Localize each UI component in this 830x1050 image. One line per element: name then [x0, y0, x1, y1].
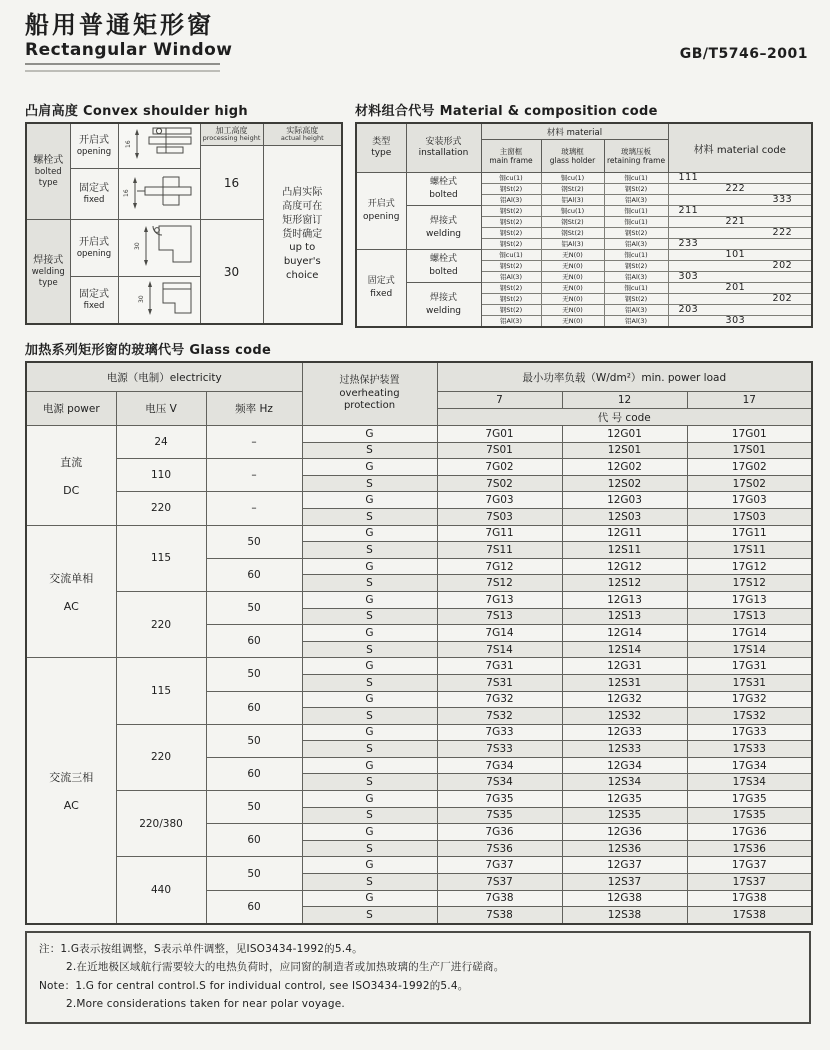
glass-code-cell: 7G37: [437, 857, 562, 874]
glass-code-cell: 17G34: [687, 757, 812, 774]
glass-holder-cell: 无N(0): [541, 283, 604, 294]
glass-code-title: 加热系列矩形窗的玻璃代号 Glass code: [25, 343, 272, 358]
control-mode-cell: S: [302, 708, 437, 725]
retaining-frame-cell: 钢St(2): [604, 294, 668, 305]
frequency-cell: 50: [206, 857, 302, 890]
glass-code-cell: 17G35: [687, 791, 812, 808]
control-mode-cell: S: [302, 774, 437, 791]
glass-code-cell: 7S12: [437, 575, 562, 592]
control-mode-cell: S: [302, 674, 437, 691]
glass-code-table: [25, 361, 813, 925]
load-col-7: 7: [437, 392, 562, 409]
material-code-cell: 303: [668, 272, 812, 283]
page-title-zh: 船用普通矩形窗: [25, 11, 214, 39]
control-mode-cell: G: [302, 625, 437, 642]
frequency-cell: 60: [206, 558, 302, 591]
glass-code-cell: 12G35: [562, 791, 687, 808]
load-col-12: 12: [562, 392, 687, 409]
power-group-cell: 直流 DC: [26, 426, 116, 526]
material-code-cell: 233: [668, 239, 812, 250]
glass-code-cell: 7S35: [437, 807, 562, 824]
min-power-load-header: 最小功率负载（W/dm²）min. power load: [437, 362, 812, 392]
notes-box: [25, 931, 811, 1025]
glass-code-cell: 12G14: [562, 625, 687, 642]
frequency-header: 频率 Hz: [206, 392, 302, 426]
glass-code-cell: 7G34: [437, 757, 562, 774]
control-mode-cell: G: [302, 857, 437, 874]
voltage-cell: 115: [116, 525, 206, 591]
glass-code-cell: 17S36: [687, 840, 812, 857]
voltage-cell: 440: [116, 857, 206, 924]
glass-code-cell: 17S12: [687, 575, 812, 592]
shoulder-group-welding: 焊接式 welding type: [26, 220, 70, 325]
glass-code-cell: 17G38: [687, 890, 812, 907]
voltage-cell: 24: [116, 426, 206, 459]
glass-code-cell: 12S37: [562, 874, 687, 891]
retaining-frame-cell: 铜cu(1): [604, 206, 668, 217]
main-frame-cell: 钢St(2): [481, 283, 541, 294]
glass-holder-cell: 铜cu(1): [541, 173, 604, 184]
glass-code-cell: 17S14: [687, 641, 812, 658]
control-mode-cell: S: [302, 840, 437, 857]
voltage-cell: 220: [116, 591, 206, 657]
voltage-cell: 220/380: [116, 791, 206, 857]
glass-code-cell: 12S38: [562, 907, 687, 924]
note-line: Note：1.G for central control.S for individual control, see ISO3434-1992的5.4。: [39, 979, 469, 992]
control-mode-cell: S: [302, 608, 437, 625]
control-mode-cell: G: [302, 525, 437, 542]
main-frame-cell: 钢St(2): [481, 239, 541, 250]
control-mode-cell: S: [302, 641, 437, 658]
control-mode-cell: G: [302, 724, 437, 741]
control-mode-cell: G: [302, 426, 437, 443]
material-code-cell: 221: [668, 217, 812, 228]
main-frame-cell: 铝Al(3): [481, 272, 541, 283]
material-code-cell: 202: [668, 261, 812, 272]
main-frame-cell: 铜cu(1): [481, 173, 541, 184]
glass-code-cell: 17S35: [687, 807, 812, 824]
glass-code-cell: 12S31: [562, 674, 687, 691]
glass-code-cell: 17S32: [687, 708, 812, 725]
glass-code-cell: 7S14: [437, 641, 562, 658]
glass-holder-cell: 钢St(2): [541, 228, 604, 239]
glass-code-section: [25, 339, 811, 1024]
frequency-cell: 60: [206, 625, 302, 658]
glass-code-cell: 17S01: [687, 442, 812, 459]
frequency-cell: –: [206, 459, 302, 492]
frequency-cell: 50: [206, 658, 302, 691]
voltage-cell: 220: [116, 724, 206, 790]
glass-holder-cell: 无N(0): [541, 316, 604, 328]
diagram-bolted-fixed: [118, 169, 200, 220]
power-group-cell: 交流三相 AC: [26, 658, 116, 924]
glass-code-cell: 12G37: [562, 857, 687, 874]
glass-code-cell: 7S13: [437, 608, 562, 625]
control-mode-cell: G: [302, 791, 437, 808]
glass-code-cell: 12G32: [562, 691, 687, 708]
glass-code-cell: 17G14: [687, 625, 812, 642]
note-line: 2.More considerations taken for near polar voyage.: [66, 997, 345, 1010]
material-code-cell: 101: [668, 250, 812, 261]
main-frame-cell: 钢St(2): [481, 294, 541, 305]
material-type-cell: 固定式 fixed: [356, 250, 406, 328]
control-mode-cell: G: [302, 757, 437, 774]
glass-code-cell: 7G14: [437, 625, 562, 642]
retaining-frame-cell: 铝Al(3): [604, 272, 668, 283]
retaining-frame-cell: 铝Al(3): [604, 239, 668, 250]
glass-code-cell: 17G32: [687, 691, 812, 708]
frequency-cell: –: [206, 492, 302, 525]
shoulder-row-opening-bolted: 开启式 opening: [70, 123, 118, 169]
processing-height-header: 加工高度 processing height: [200, 123, 263, 146]
glass-code-cell: 7G01: [437, 426, 562, 443]
retaining-frame-cell: 钢St(2): [604, 184, 668, 195]
frequency-cell: 60: [206, 824, 302, 857]
glass-code-cell: 12S34: [562, 774, 687, 791]
control-mode-cell: S: [302, 575, 437, 592]
glass-code-cell: 7G32: [437, 691, 562, 708]
installation-header: 安装形式 installation: [406, 123, 481, 173]
glass-code-cell: 17S02: [687, 475, 812, 492]
dim-label: 16: [123, 189, 130, 197]
glass-code-cell: 7G36: [437, 824, 562, 841]
control-mode-cell: G: [302, 492, 437, 509]
glass-code-cell: 12S36: [562, 840, 687, 857]
glass-code-cell: 7G35: [437, 791, 562, 808]
convex-shoulder-table: [25, 122, 343, 325]
frequency-cell: 60: [206, 890, 302, 924]
material-code-cell: 203: [668, 305, 812, 316]
material-table-body: [356, 173, 812, 328]
material-code-cell: 211: [668, 206, 812, 217]
main-frame-cell: 铝Al(3): [481, 316, 541, 328]
glass-code-cell: 17S33: [687, 741, 812, 758]
actual-height-header: 实际高度 actual height: [263, 123, 342, 146]
glass-code-cell: 12S01: [562, 442, 687, 459]
control-mode-cell: G: [302, 459, 437, 476]
control-mode-cell: G: [302, 658, 437, 675]
glass-code-cell: 17S11: [687, 542, 812, 559]
voltage-cell: 115: [116, 658, 206, 724]
glass-code-cell: 7S32: [437, 708, 562, 725]
glass-code-cell: 12S35: [562, 807, 687, 824]
glass-code-cell: 12S13: [562, 608, 687, 625]
glass-code-cell: 17G13: [687, 591, 812, 608]
main-frame-cell: 钢St(2): [481, 184, 541, 195]
group-label-en: bolted type: [34, 167, 62, 188]
control-mode-cell: G: [302, 824, 437, 841]
glass-holder-cell: 无N(0): [541, 250, 604, 261]
glass-table-body: [26, 426, 812, 924]
power-group-cell: 交流单相 AC: [26, 525, 116, 658]
material-code-cell: 333: [668, 195, 812, 206]
glass-code-cell: 17S13: [687, 608, 812, 625]
dim-label: 30: [134, 242, 141, 250]
glass-code-cell: 17G02: [687, 459, 812, 476]
glass-holder-cell: 铜cu(1): [541, 206, 604, 217]
main-frame-cell: 铜cu(1): [481, 250, 541, 261]
material-header: 材料 material: [481, 123, 668, 140]
glass-code-cell: 7S31: [437, 674, 562, 691]
glass-code-cell: 17G36: [687, 824, 812, 841]
diagram-bolted-opening: [118, 123, 200, 169]
retaining-frame-cell: 铝Al(3): [604, 305, 668, 316]
glass-code-cell: 17G01: [687, 426, 812, 443]
glass-code-cell: 17S37: [687, 874, 812, 891]
glass-code-cell: 12G03: [562, 492, 687, 509]
voltage-header: 电压 V: [116, 392, 206, 426]
retaining-frame-cell: 铜cu(1): [604, 217, 668, 228]
control-mode-cell: S: [302, 907, 437, 924]
retaining-frame-cell: 铝Al(3): [604, 195, 668, 206]
frequency-cell: 50: [206, 791, 302, 824]
glass-code-cell: 12G02: [562, 459, 687, 476]
glass-code-cell: 17S31: [687, 674, 812, 691]
load-col-17: 17: [687, 392, 812, 409]
glass-code-cell: 7G33: [437, 724, 562, 741]
document-header: [25, 12, 810, 72]
glass-code-cell: 12G13: [562, 591, 687, 608]
material-code-section: [355, 100, 811, 328]
glass-code-cell: 17S38: [687, 907, 812, 924]
dim-label: 30: [138, 295, 145, 303]
electricity-header: 电源（电制）electricity: [26, 362, 302, 392]
installation-cell: 螺栓式 bolted: [406, 173, 481, 206]
glass-code-cell: 17G03: [687, 492, 812, 509]
main-frame-cell: 钢St(2): [481, 228, 541, 239]
glass-holder-cell: 无N(0): [541, 294, 604, 305]
glass-code-cell: 7G02: [437, 459, 562, 476]
glass-code-cell: 7G38: [437, 890, 562, 907]
installation-cell: 焊接式 welding: [406, 206, 481, 250]
retaining-frame-cell: 铜cu(1): [604, 250, 668, 261]
glass-holder-cell: 铝Al(3): [541, 239, 604, 250]
glass-code-cell: 17G11: [687, 525, 812, 542]
retaining-frame-cell: 铜cu(1): [604, 283, 668, 294]
group-label-zh: 螺栓式: [33, 154, 64, 166]
note-line: 2.在近地极区域航行需要较大的电热负荷时，应同窗的制造者或加热玻璃的生产厂进行磋商。: [66, 961, 505, 974]
main-frame-cell: 钢St(2): [481, 206, 541, 217]
glass-holder-cell: 钢St(2): [541, 184, 604, 195]
retaining-frame-cell: 铜cu(1): [604, 173, 668, 184]
material-type-cell: 开启式 opening: [356, 173, 406, 250]
control-mode-cell: G: [302, 890, 437, 907]
processing-height-value-welding: 30: [200, 220, 263, 325]
glass-code-cell: 17G33: [687, 724, 812, 741]
retaining-frame-cell: 铝Al(3): [604, 316, 668, 328]
dim-label: 16: [125, 140, 132, 148]
main-frame-cell: 钢St(2): [481, 217, 541, 228]
main-frame-cell: 铝Al(3): [481, 195, 541, 206]
standard-code: GB/T5746–2001: [679, 46, 808, 62]
glass-holder-cell: 无N(0): [541, 305, 604, 316]
glass-code-cell: 17S34: [687, 774, 812, 791]
retaining-frame-cell: 钢St(2): [604, 228, 668, 239]
installation-cell: 焊接式 welding: [406, 283, 481, 328]
control-mode-cell: S: [302, 542, 437, 559]
control-mode-cell: S: [302, 807, 437, 824]
glass-holder-header: 玻璃框 glass holder: [541, 140, 604, 173]
glass-code-cell: 12S33: [562, 741, 687, 758]
material-code-cell: 222: [668, 184, 812, 195]
glass-code-cell: 7G13: [437, 591, 562, 608]
control-mode-cell: S: [302, 475, 437, 492]
control-mode-cell: S: [302, 508, 437, 525]
glass-code-cell: 17S03: [687, 508, 812, 525]
glass-code-cell: 12S32: [562, 708, 687, 725]
glass-code-cell: 17G37: [687, 857, 812, 874]
glass-holder-cell: 铝Al(3): [541, 195, 604, 206]
processing-height-value-bolted: 16: [200, 146, 263, 220]
control-mode-cell: G: [302, 558, 437, 575]
glass-code-cell: 7S36: [437, 840, 562, 857]
glass-code-cell: 7S01: [437, 442, 562, 459]
retaining-frame-header: 玻璃压板 retaining frame: [604, 140, 668, 173]
voltage-cell: 220: [116, 492, 206, 525]
glass-code-cell: 12G31: [562, 658, 687, 675]
glass-code-cell: 12G36: [562, 824, 687, 841]
glass-code-cell: 7S02: [437, 475, 562, 492]
glass-code-cell: 12G38: [562, 890, 687, 907]
retaining-frame-cell: 钢St(2): [604, 261, 668, 272]
shoulder-row-opening-welding: 开启式 opening: [70, 220, 118, 277]
main-frame-cell: 钢St(2): [481, 261, 541, 272]
glass-code-cell: 7S33: [437, 741, 562, 758]
glass-code-cell: 12S02: [562, 475, 687, 492]
material-code-cell: 222: [668, 228, 812, 239]
shoulder-row-fixed-bolted: 固定式 fixed: [70, 169, 118, 220]
glass-code-cell: 12S11: [562, 542, 687, 559]
frequency-cell: 50: [206, 525, 302, 558]
convex-shoulder-title: 凸肩高度 Convex shoulder high: [25, 104, 248, 119]
control-mode-cell: S: [302, 442, 437, 459]
note-line: 注：1.G表示按组调整，S表示单件调整，见ISO3434-1992的5.4。: [39, 942, 363, 955]
actual-height-note: 凸肩实际 高度可在 矩形窗订 货时确定 up to buyer's choice: [263, 146, 342, 325]
glass-code-cell: 12G11: [562, 525, 687, 542]
shoulder-group-bolted: [26, 123, 70, 220]
page-title-en: Rectangular Window: [25, 39, 233, 60]
glass-code-cell: 7S03: [437, 508, 562, 525]
power-header: 电源 power: [26, 392, 116, 426]
glass-code-cell: 7S37: [437, 874, 562, 891]
material-code-cell: 111: [668, 173, 812, 184]
type-header: 类型 type: [356, 123, 406, 173]
glass-holder-cell: 无N(0): [541, 272, 604, 283]
installation-cell: 螺栓式 bolted: [406, 250, 481, 283]
frequency-cell: 60: [206, 691, 302, 724]
glass-holder-cell: 无N(0): [541, 261, 604, 272]
glass-code-cell: 12S12: [562, 575, 687, 592]
glass-code-cell: 17G12: [687, 558, 812, 575]
glass-code-cell: 12S03: [562, 508, 687, 525]
frequency-cell: 60: [206, 757, 302, 790]
main-frame-header: 主窗框 main frame: [481, 140, 541, 173]
overheating-protection-header: 过热保护装置 overheating protection: [302, 362, 437, 426]
glass-code-cell: 12G12: [562, 558, 687, 575]
glass-code-cell: 12G01: [562, 426, 687, 443]
material-code-cell: 202: [668, 294, 812, 305]
glass-code-cell: 7G12: [437, 558, 562, 575]
glass-code-cell: 7S34: [437, 774, 562, 791]
glass-code-cell: 7G03: [437, 492, 562, 509]
glass-code-cell: 17G31: [687, 658, 812, 675]
material-code-cell: 303: [668, 316, 812, 328]
glass-code-cell: 12G33: [562, 724, 687, 741]
frequency-cell: 50: [206, 591, 302, 624]
shoulder-row-fixed-welding: 固定式 fixed: [70, 277, 118, 325]
glass-code-cell: 12S14: [562, 641, 687, 658]
voltage-cell: 110: [116, 459, 206, 492]
control-mode-cell: S: [302, 874, 437, 891]
material-code-header: 材料 material code: [668, 123, 812, 173]
material-code-table: [355, 122, 813, 328]
material-code-cell: 201: [668, 283, 812, 294]
frequency-cell: 50: [206, 724, 302, 757]
glass-code-cell: 7G11: [437, 525, 562, 542]
glass-holder-cell: 钢St(2): [541, 217, 604, 228]
title-underline: [25, 63, 220, 72]
material-code-title: 材料组合代号 Material & composition code: [355, 104, 658, 119]
frequency-cell: –: [206, 426, 302, 459]
control-mode-cell: S: [302, 741, 437, 758]
control-mode-cell: G: [302, 591, 437, 608]
diagram-welding-opening: [118, 220, 200, 277]
glass-code-cell: 12G34: [562, 757, 687, 774]
convex-shoulder-section: [25, 100, 341, 325]
glass-code-cell: 7S11: [437, 542, 562, 559]
main-frame-cell: 钢St(2): [481, 305, 541, 316]
diagram-welding-fixed: [118, 277, 200, 325]
control-mode-cell: G: [302, 691, 437, 708]
glass-code-cell: 7G31: [437, 658, 562, 675]
code-header: 代 号 code: [437, 409, 812, 426]
glass-code-cell: 7S38: [437, 907, 562, 924]
